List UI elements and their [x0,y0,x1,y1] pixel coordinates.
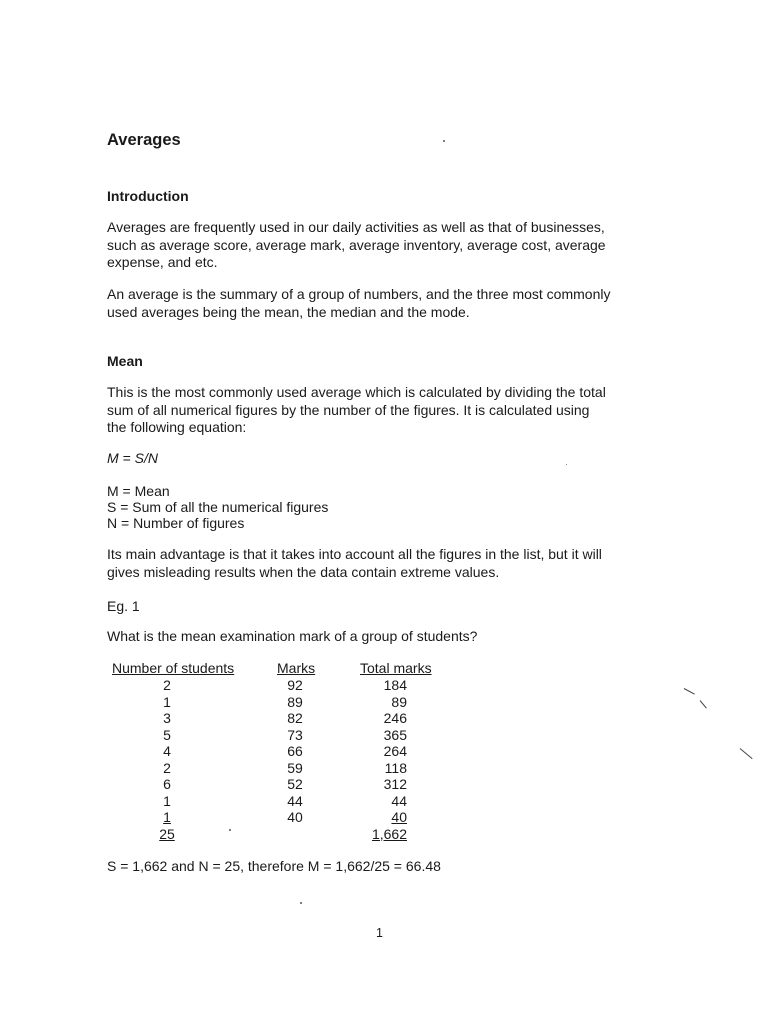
result-line [107,858,667,876]
definition-item: M = Mean [107,483,170,499]
table-cell: 246 [383,710,407,726]
table-cell: 312 [383,776,407,792]
example-label [107,598,667,616]
table-cell: 92 [287,677,303,693]
table-cell: 44 [287,792,303,809]
table-cell: 1 [163,792,171,809]
text-line: This is the most commonly used average which is calculated by dividing the total [107,384,606,400]
table-cell: 2 [163,677,171,693]
total-marks-sum: 1,662 [371,825,407,842]
text-line: gives misleading results when the data contain extreme values. [107,563,500,580]
table-cell: 5 [163,726,171,743]
introduction-paragraph-2 [107,286,667,321]
scan-speck [300,902,302,904]
mean-heading: Mean [107,353,143,369]
advantage-paragraph [107,546,667,581]
scan-speck [229,829,231,831]
introduction-heading: Introduction [107,188,189,204]
example-question [107,628,667,646]
table-cell: 59 [287,759,303,776]
definition-item: S = Sum of all the numerical figures [107,499,329,515]
table-cell: 89 [287,693,303,710]
result-text: S = 1,662 and N = 25, therefore M = 1,662/25 = 66.48 [107,858,441,874]
text-line: An average is the summary of a group of numbers, and the three most commonly [107,286,611,302]
introduction-paragraph-1 [107,219,667,272]
table-cell: 4 [163,743,171,759]
text-line: such as average score, average mark, average inventory, average cost, average [107,236,606,253]
text-line: expense, and etc. [107,254,218,270]
mean-paragraph [107,384,667,437]
text-line: used averages being the mean, the median and the mode. [107,303,470,320]
scan-mark [700,700,707,708]
scan-speck [566,464,567,465]
scan-mark [740,748,753,759]
students-total: 25 [159,825,175,842]
table-cell: 89 [391,693,407,710]
table-cell: 82 [287,710,303,726]
table-cell: 1 [163,693,171,710]
page-number: 1 [376,926,383,940]
table-cell: 6 [163,776,171,792]
table-cell: 66 [287,743,303,759]
text-line: Its main advantage is that it takes into account all the figures in the list, but it will [107,546,602,562]
students-column [147,677,187,842]
definitions-list [107,483,667,531]
table-cell: 184 [383,677,407,693]
table-cell: 365 [383,726,407,743]
equation-text: M = S/N [107,450,158,466]
text-line: Averages are frequently used in our daily activities as well as that of businesses, [107,219,605,235]
table-cell: 44 [391,792,407,809]
mean-equation [107,450,667,468]
header-total-marks: Total marks [360,660,432,676]
text-line: sum of all numerical figures by the number of the figures. It is calculated using [107,401,590,418]
table-cell: 2 [163,759,171,776]
table-cell: 1 [163,809,171,825]
header-marks: Marks [277,660,316,676]
marks-column [275,677,315,826]
definition-item: N = Number of figures [107,515,245,531]
table-cell: 52 [287,776,303,792]
question-text: What is the mean examination mark of a group of students? [107,628,478,644]
table-cell: 264 [383,743,407,759]
table-cell: 118 [384,759,407,776]
scan-mark [684,688,695,695]
table-cell: 73 [287,726,303,743]
table-cell: 3 [163,710,171,726]
header-number-of-students: Number of students [112,660,235,676]
table-cell: 40 [391,809,407,825]
total-marks-column [361,677,407,842]
page-title: Averages [107,131,181,149]
example-label-text: Eg. 1 [107,598,140,614]
text-line: the following equation: [107,419,247,435]
table-cell: 40 [287,809,303,825]
scan-speck [443,140,445,142]
